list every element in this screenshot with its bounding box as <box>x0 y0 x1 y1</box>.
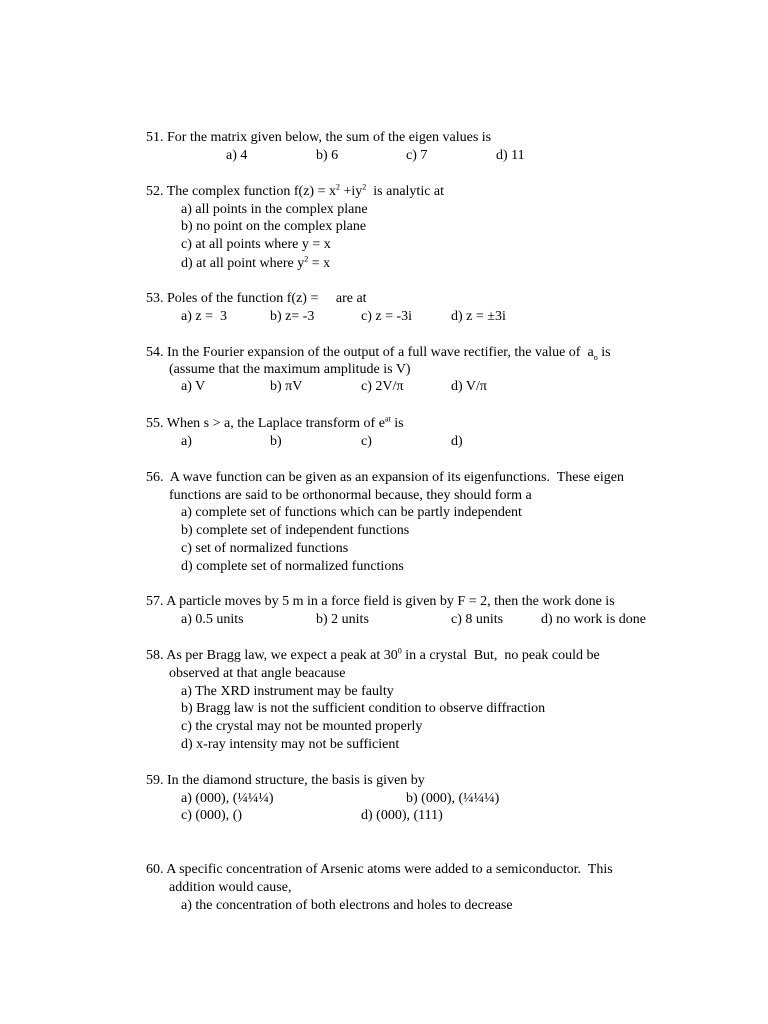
question-55-stem: 55. When s > a, the Laplace transform of $e^{at}$ is <box>146 414 404 431</box>
question-56-stem: 56. A wave function can be given as an expansion of its eigenfunctions. These eigen <box>146 470 624 485</box>
question-52-option-c: c) at all points where y = x <box>181 237 331 252</box>
question-53-option-c: c) z = -3i <box>361 309 413 324</box>
question-60-option-a: a) the concentration of both electrons and holes to decrease <box>181 898 513 913</box>
question-60-stem: 60. A specific concentration of Arsenic atoms were added to a semiconductor. This <box>146 862 613 877</box>
question-58-option-a: a) The XRD instrument may be faulty <box>181 684 394 699</box>
question-59-stem: 59. In the diamond structure, the basis is given by <box>146 773 425 788</box>
question-57-option-d: d) no work is done <box>541 612 646 627</box>
question-56-option-a: a) complete set of functions which can be partly independent <box>181 505 522 520</box>
question-57-option-b: b) 2 units <box>316 612 369 627</box>
question-51-option-d: d) 11 <box>496 148 525 163</box>
question-59-option-c: c) (000), () <box>181 808 243 823</box>
question-54-option-d: d) V/π <box>451 379 487 394</box>
question-52-option-d: d) at all point where $y^2 = x$ <box>181 254 331 271</box>
question-60-stem-continued: addition would cause, <box>169 880 292 895</box>
question-51-option-c: c) 7 <box>406 148 428 163</box>
question-53-option-a: a) z = 3 <box>181 309 227 324</box>
question-58-stem-continued: observed at that angle beacause <box>169 666 346 681</box>
question-54-option-a: a) V <box>181 379 206 394</box>
question-59-option-d: d) (000), (111) <box>361 808 443 823</box>
question-57-option-a: a) 0.5 units <box>181 612 244 627</box>
question-57-stem: 57. A particle moves by 5 m in a force field is given by F = 2, then the work done is <box>146 594 615 609</box>
question-56-stem-continued: functions are said to be orthonormal because, they should form a <box>169 488 532 503</box>
question-51-option-a: a) 4 <box>226 148 248 163</box>
question-52-stem: 52. The complex function $f(z) = x^2 +iy^2$ is analytic at <box>146 182 445 199</box>
question-58-option-b: b) Bragg law is not the sufficient condition to observe diffraction <box>181 701 546 716</box>
question-54-stem: 54. In the Fourier expansion of the output of a full wave rectifier, the value of $a_o$ is <box>146 345 611 362</box>
question-53-stem: 53. Poles of the function f(z) = are at <box>146 291 367 306</box>
question-57-option-c: c) 8 units <box>451 612 504 627</box>
question-54-stem-continued: (assume that the maximum amplitude is V) <box>169 362 411 377</box>
question-59-option-a: a) (000), (¼¼¼) <box>181 791 274 806</box>
question-58-stem: 58. As per Bragg law, we expect a peak at $30^0$ in a crystal But, no peak could be <box>146 646 600 663</box>
question-58-option-c: c) the crystal may not be mounted properly <box>181 719 423 734</box>
question-55-option-b: b) <box>270 434 282 449</box>
question-55-option-d: d) <box>451 434 463 449</box>
question-51-stem: 51. For the matrix given below, the sum of the eigen values is <box>146 130 492 145</box>
question-56-option-c: c) set of normalized functions <box>181 541 349 556</box>
question-54-option-b: b) πV <box>270 379 303 394</box>
question-53-option-d: d) z = ±3i <box>451 309 506 324</box>
question-52-option-a: a) all points in the complex plane <box>181 202 368 217</box>
question-56-option-b: b) complete set of independent functions <box>181 523 410 538</box>
question-58-option-d: d) x-ray intensity may not be sufficient <box>181 737 400 752</box>
question-52-option-b: b) no point on the complex plane <box>181 219 367 234</box>
question-53-option-b: b) z= -3 <box>270 309 315 324</box>
question-54-option-c: c) 2V/π <box>361 379 404 394</box>
question-55-option-a: a) <box>181 434 192 449</box>
question-51-option-b: b) 6 <box>316 148 339 163</box>
question-56-option-d: d) complete set of normalized functions <box>181 559 404 574</box>
question-55-option-c: c) <box>361 434 372 449</box>
question-59-option-b: b) (000), (¼¼¼) <box>406 791 500 806</box>
